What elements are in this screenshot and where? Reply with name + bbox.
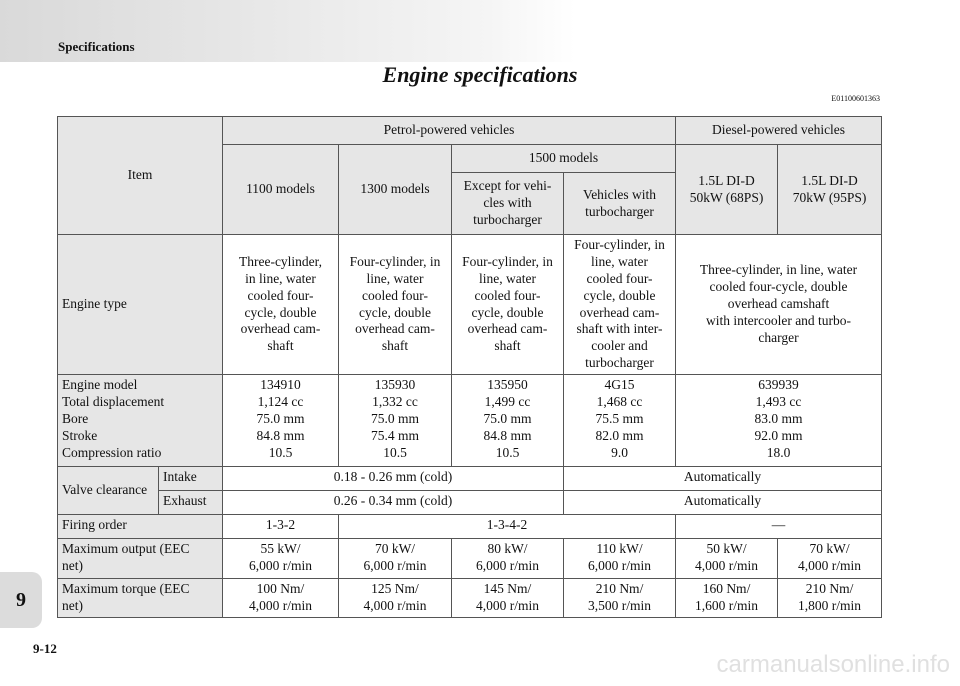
watermark: carmanualsonline.info [716,651,950,678]
max-torque-diesel-50: 160 Nm/ 1,600 r/min [676,579,778,618]
firing-order-4cyl: 1-3-4-2 [339,515,676,539]
engine-type-1300: Four-cylinder, in line, water cooled four- cycle, double overhead cam- shaft [339,235,452,375]
valve-exhaust-label: Exhaust [159,491,223,515]
document-code: E01100601363 [831,94,880,103]
col-1500-no-turbo: Except for vehi- cles with turbocharger [452,173,564,235]
row-label-max-torque: Maximum torque (EEC net) [58,579,223,618]
col-1500: 1500 models [452,145,676,173]
max-torque-1300: 125 Nm/ 4,000 r/min [339,579,452,618]
page-number: 9-12 [33,641,57,656]
engine-type-1500: Four-cylinder, in line, water cooled four- cycle, double overhead cam- shaft [452,235,564,375]
engine-model-1500: 135950 1,499 cc 75.0 mm 84.8 mm 10.5 [452,375,564,467]
row-label-firing-order: Firing order [58,515,223,539]
max-output-1100: 55 kW/ 6,000 r/min [223,539,339,579]
engine-type-1100: Three-cylinder, in line, water cooled four- cycle, double overhead cam- shaft [223,235,339,375]
section-name: Specifications [58,39,135,54]
max-torque-diesel-70: 210 Nm/ 1,800 r/min [778,579,882,618]
max-output-1300: 70 kW/ 6,000 r/min [339,539,452,579]
engine-model-1100: 134910 1,124 cc 75.0 mm 84.8 mm 10.5 [223,375,339,467]
item-header: Item [58,117,223,235]
firing-order-diesel: — [676,515,882,539]
valve-exhaust-diesel: Automatically [564,491,882,515]
engine-model-1500-turbo: 4G15 1,468 cc 75.5 mm 82.0 mm 9.0 [564,375,676,467]
petrol-header: Petrol-powered vehicles [223,117,676,145]
valve-exhaust-petrol: 0.26 - 0.34 mm (cold) [223,491,564,515]
col-1500-turbo: Vehicles with turbocharger [564,173,676,235]
max-output-diesel-70: 70 kW/ 4,000 r/min [778,539,882,579]
engine-spec-table [57,116,882,618]
row-label-engine-model: Engine model Total displacement Bore Stroke Compression ratio [58,375,223,467]
col-diesel-70: 1.5L DI-D 70kW (95PS) [778,145,882,235]
row-label-valve-clearance: Valve clearance [58,467,159,515]
max-output-1500: 80 kW/ 6,000 r/min [452,539,564,579]
max-torque-1500: 145 Nm/ 4,000 r/min [452,579,564,618]
row-label-max-output: Maximum output (EEC net) [58,539,223,579]
engine-type-diesel: Three-cylinder, in line, water cooled four-cycle, double overhead camshaft with intercooler and turbo- charger [676,235,882,375]
chapter-tab: 9 [0,572,42,628]
col-diesel-50: 1.5L DI-D 50kW (68PS) [676,145,778,235]
max-torque-1500-turbo: 210 Nm/ 3,500 r/min [564,579,676,618]
diesel-header: Diesel-powered vehicles [676,117,882,145]
row-label-engine-type: Engine type [58,235,223,375]
max-output-diesel-50: 50 kW/ 4,000 r/min [676,539,778,579]
engine-model-1300: 135930 1,332 cc 75.0 mm 75.4 mm 10.5 [339,375,452,467]
firing-order-1100: 1-3-2 [223,515,339,539]
col-1100: 1100 models [223,145,339,235]
valve-intake-diesel: Automatically [564,467,882,491]
engine-type-1500-turbo: Four-cylinder, in line, water cooled four- cycle, double overhead cam- shaft with inter- cooler and turbocharger [564,235,676,375]
max-output-1500-turbo: 110 kW/ 6,000 r/min [564,539,676,579]
col-1300: 1300 models [339,145,452,235]
page-title: Engine specifications [382,62,578,87]
valve-intake-label: Intake [159,467,223,491]
engine-model-diesel: 639939 1,493 cc 83.0 mm 92.0 mm 18.0 [676,375,882,467]
valve-intake-petrol: 0.18 - 0.26 mm (cold) [223,467,564,491]
max-torque-1100: 100 Nm/ 4,000 r/min [223,579,339,618]
